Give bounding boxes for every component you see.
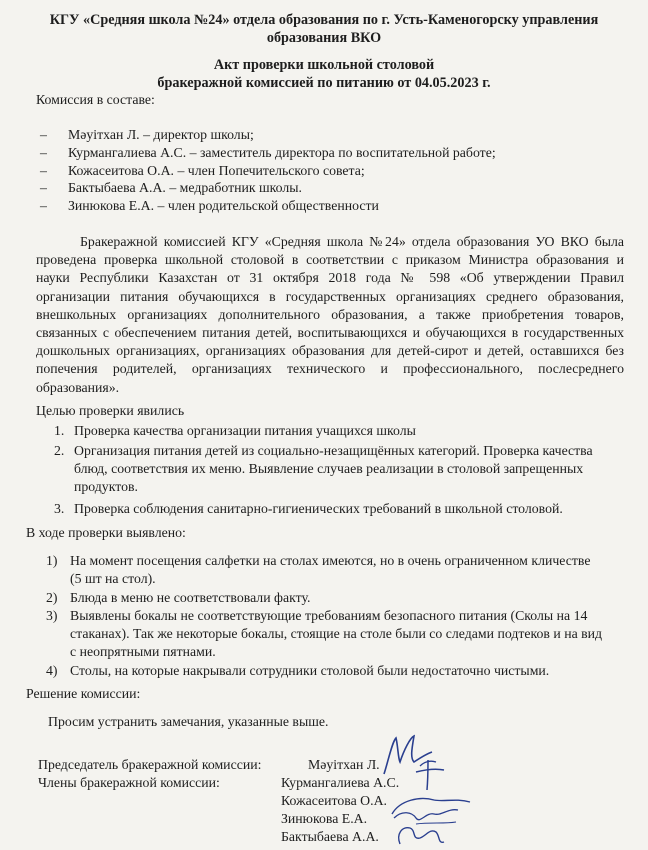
school-header-line2: образования ВКО <box>266 30 382 46</box>
act-title-line2: бракеражной комиссией по питанию от 04.05.2023 г. <box>157 75 491 91</box>
paragraph-line: дошкольных организациях, организациях образования для детей-сирот и детей, оставшихся без <box>36 343 624 359</box>
list-bullet: – <box>40 145 47 160</box>
chair-label: Председатель бракеражной комиссии: <box>38 757 262 772</box>
signature-kurmangalieva <box>408 758 448 792</box>
goal-text: Организация питания детей из социально-незащищённых категорий. Проверка качества <box>74 443 593 458</box>
member-name: Курмангалиева А.С. <box>281 775 400 790</box>
commission-heading: Комиссия в составе: <box>36 92 155 107</box>
paragraph-line: науки Республики Казахстан от 31 октября 2018 года № 598 «Об утверждении Правил <box>36 270 624 286</box>
findings-heading: В ходе проверки выявлено: <box>26 525 186 540</box>
goal-number: 1. <box>54 423 65 438</box>
paragraph-line: организации питания обучающихся в государственных организациях среднего образования, <box>36 288 624 304</box>
decision-text: Просим устранить замечания, указанные выше. <box>48 714 329 729</box>
finding-number: 2) <box>46 590 58 605</box>
decision-heading: Решение комиссии: <box>26 686 141 701</box>
finding-text: стаканах). Так же некоторые бокалы, стоящие на столе были со следами подтеков и на вид <box>70 626 603 641</box>
finding-number: 1) <box>46 553 58 568</box>
paragraph-line: попечения родителей, организациях технического и профессионального, послесреднего <box>36 361 624 377</box>
member-name: Бактыбаева А.А. <box>281 829 379 844</box>
chair-name: Мәуітхан Л. <box>308 757 380 772</box>
commission-member: Бактыбаева А.А. – медработник школы. <box>68 180 303 195</box>
finding-text: с неопрятными пятнами. <box>70 644 216 659</box>
goal-text: блюд, соответствия их меню. Выявление случаев реализации в столовой запрещенных <box>74 461 584 476</box>
finding-number: 4) <box>46 663 58 678</box>
goal-number: 3. <box>54 501 65 516</box>
list-bullet: – <box>40 180 47 195</box>
goal-number: 2. <box>54 443 65 458</box>
finding-text: На момент посещения салфетки на столах имеются, но в очень ограниченном кличестве <box>70 553 591 568</box>
list-bullet: – <box>40 163 47 178</box>
list-bullet: – <box>40 127 47 142</box>
commission-member: Мәуітхан Л. – директор школы; <box>68 127 254 142</box>
list-bullet: – <box>40 198 47 213</box>
goals-heading: Целью проверки явились <box>36 403 185 418</box>
intro-paragraph <box>36 233 624 397</box>
act-title-line1: Акт проверки школьной столовой <box>213 57 435 73</box>
finding-text: Блюда в меню не соответствовали факту. <box>70 590 311 605</box>
finding-number: 3) <box>46 608 58 623</box>
member-name: Кожасеитова О.А. <box>281 793 388 808</box>
finding-text: Столы, на которые накрывали сотрудники столовой были недостаточно чистыми. <box>70 663 550 678</box>
paragraph-line: образования». <box>36 379 120 395</box>
paragraph-line: связанных с обеспечением питания детей, воспитывающихся и обучающихся в государственных <box>36 325 624 341</box>
finding-text: (5 шт на стол). <box>70 571 156 586</box>
paragraph-line: внешкольных организациях дополнительного образования, а также приобретения товаров, <box>36 306 624 322</box>
commission-member: Кожасеитова О.А. – член Попечительского совета; <box>68 163 365 178</box>
goal-text: Проверка качества организации питания учащихся школы <box>74 423 416 438</box>
signature-zinyukova-baktybaeva <box>386 792 476 850</box>
member-name: Зинюкова Е.А. <box>281 811 368 826</box>
goal-text: Проверка соблюдения санитарно-гигиенических требований в школьной столовой. <box>74 501 563 516</box>
commission-member: Курмангалиева А.С. – заместитель директора по воспитательной работе; <box>68 145 496 160</box>
finding-text: Выявлены бокалы не соответствующие требованиям безопасного питания (Сколы на 14 <box>70 608 588 623</box>
commission-member: Зинюкова Е.А. – член родительской общественности <box>68 198 379 213</box>
school-header-line1: КГУ «Средняя школа №24» отдела образования по г. Усть-Каменогорску управления <box>49 12 599 28</box>
paragraph-line: Бракеражной комиссией КГУ «Средняя школа №24» отдела образования УО ВКО была <box>80 234 624 249</box>
paragraph-line: проведена проверка школьной столовой в соответствии с приказом Министра образования и <box>36 252 624 268</box>
goal-text: продуктов. <box>74 479 138 494</box>
members-label: Члены бракеражной комиссии: <box>38 775 220 790</box>
